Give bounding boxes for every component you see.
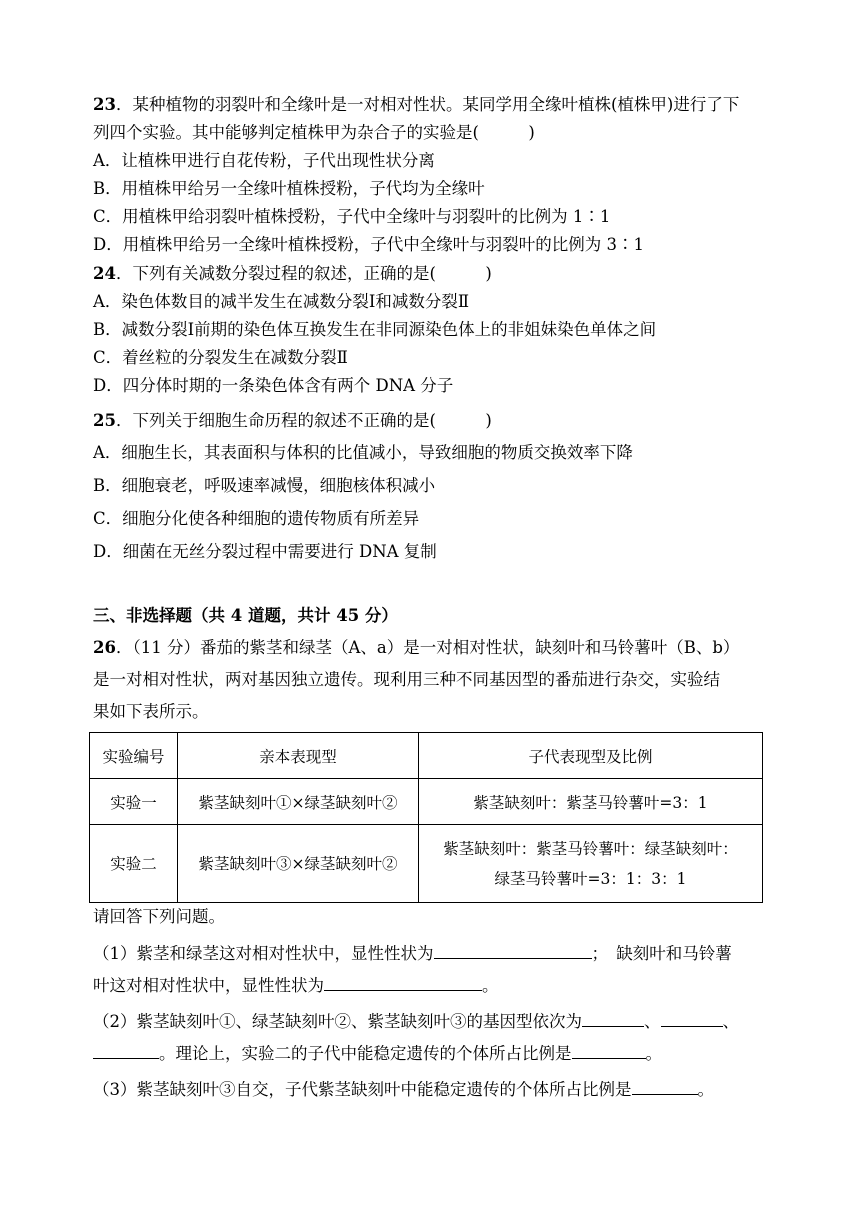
q26-stem-line2: 是一对相对性状，两对基因独立遗传。现利用三种不同基因型的番茄进行杂交，实验结	[93, 670, 720, 689]
offspring-line1: 紫茎缺刻叶：紫茎马铃薯叶：绿茎缺刻叶：	[443, 839, 738, 858]
header-offspring-phenotype: 子代表现型及比例	[419, 733, 763, 779]
q26-stem-line3: 果如下表所示。	[93, 702, 209, 721]
q24-option-b: B．减数分裂Ⅰ前期的染色体互换发生在非同源染色体上的非姐妹染色单体之间	[93, 320, 657, 339]
header-parent-phenotype: 亲本表现型	[178, 733, 419, 779]
cell-parents: 紫茎缺刻叶③×绿茎缺刻叶②	[178, 825, 419, 903]
sub2-text-c: 。	[645, 1044, 662, 1063]
q23-option-b: B．用植株甲给另一全缘叶植株授粉，子代均为全缘叶	[93, 179, 485, 198]
q26-sub3	[93, 1078, 773, 1101]
q26-stem-line1	[93, 637, 773, 659]
q25-option-a: A．细胞生长，其表面积与体积的比值减小，导致细胞的物质交换效率下降	[93, 443, 633, 462]
experiment-table	[89, 732, 763, 903]
q24-number: 24	[93, 264, 116, 283]
q24-stem	[93, 263, 773, 285]
q26-stem-text1: ．（11 分）番茄的紫茎和绿茎（A、a）是一对相对性状，缺刻叶和马铃薯叶（B、b）	[115, 638, 740, 657]
q25-stem-text: ．下列关于细胞生命历程的叙述不正确的是( )	[115, 411, 492, 430]
sub1-text-c: 叶这对相对性状中，显性性状为	[93, 976, 324, 995]
sub1-text-b: ； 缺刻叶和马铃薯	[591, 944, 732, 963]
header-experiment-id: 实验编号	[90, 733, 178, 779]
sub1-text-d: 。	[482, 976, 499, 995]
q25-number: 25	[93, 411, 116, 430]
q24-option-c: C．着丝粒的分裂发生在减数分裂Ⅱ	[93, 348, 348, 367]
sub3-text-a: （3）紫茎缺刻叶③自交，子代紫茎缺刻叶中能稳定遗传的个体所占比例是	[93, 1080, 632, 1099]
answer-blank[interactable]	[582, 1010, 644, 1027]
q24-stem-text: ．下列有关减数分裂过程的叙述，正确的是( )	[115, 264, 492, 283]
cell-experiment-id: 实验二	[90, 825, 178, 903]
answer-blank[interactable]	[93, 1042, 159, 1059]
q25-option-c: C．细胞分化使各种细胞的遗传物质有所差异	[93, 509, 420, 528]
q26-sub2-line2	[93, 1042, 773, 1065]
q24-option-d: D．四分体时期的一条染色体含有两个 DNA 分子	[93, 376, 454, 395]
q26-sub1-line2	[93, 974, 773, 997]
answer-blank[interactable]	[324, 974, 482, 991]
q23-option-a: A．让植株甲进行自花传粉，子代出现性状分离	[93, 151, 435, 170]
q25-option-b: B．细胞衰老，呼吸速率减慢，细胞核体积减小	[93, 476, 436, 495]
q23-option-d: D．用植株甲给另一全缘叶植株授粉，子代中全缘叶与羽裂叶的比例为 3∶1	[93, 235, 644, 254]
table-row	[90, 825, 763, 903]
q23-number: 23	[93, 95, 116, 114]
answer-blank[interactable]	[632, 1078, 698, 1095]
sub2-sep2: 、	[722, 1012, 739, 1031]
q23-option-c: C．用植株甲给羽裂叶植株授粉，子代中全缘叶与羽裂叶的比例为 1∶1	[93, 207, 611, 226]
sub2-text-b: 。理论上，实验二的子代中能稳定遗传的个体所占比例是	[159, 1044, 572, 1063]
q23-stem-line2: 列四个实验。其中能够判定植株甲为杂合子的实验是( )	[93, 123, 535, 142]
q25-option-d: D．细菌在无丝分裂过程中需要进行 DNA 复制	[93, 542, 437, 561]
offspring-line2: 绿茎马铃薯叶=3：1：3：1	[494, 869, 687, 888]
sub2-sep1: 、	[644, 1012, 661, 1031]
q26-number: 26	[93, 638, 116, 657]
q23-stem-text1: ．某种植物的羽裂叶和全缘叶是一对相对性状。某同学用全缘叶植株(植株甲)进行了下	[115, 95, 740, 114]
cell-offspring	[419, 825, 763, 903]
sub2-text-a: （2）紫茎缺刻叶①、绿茎缺刻叶②、紫茎缺刻叶③的基因型依次为	[93, 1012, 582, 1031]
answer-blank[interactable]	[661, 1010, 723, 1027]
q26-sub2-line1	[93, 1010, 773, 1033]
section-title: 三、非选择题（共 4 道题，共计 45 分）	[93, 606, 398, 625]
answer-blank[interactable]	[434, 942, 592, 959]
cell-experiment-id: 实验一	[90, 779, 178, 825]
sub3-text-b: 。	[697, 1080, 714, 1099]
table-header-row	[90, 733, 763, 779]
q23-stem-line1	[93, 94, 773, 116]
q26-prompt: 请回答下列问题。	[93, 907, 225, 926]
table-row	[90, 779, 763, 825]
sub1-text-a: （1）紫茎和绿茎这对相对性状中，显性性状为	[93, 944, 434, 963]
cell-parents: 紫茎缺刻叶①×绿茎缺刻叶②	[178, 779, 419, 825]
cell-offspring: 紫茎缺刻叶：紫茎马铃薯叶=3：1	[419, 779, 763, 825]
q26-sub1-line1	[93, 942, 773, 965]
answer-blank[interactable]	[572, 1042, 646, 1059]
q24-option-a: A．染色体数目的减半发生在减数分裂Ⅰ和减数分裂Ⅱ	[93, 292, 470, 311]
q25-stem	[93, 410, 773, 432]
